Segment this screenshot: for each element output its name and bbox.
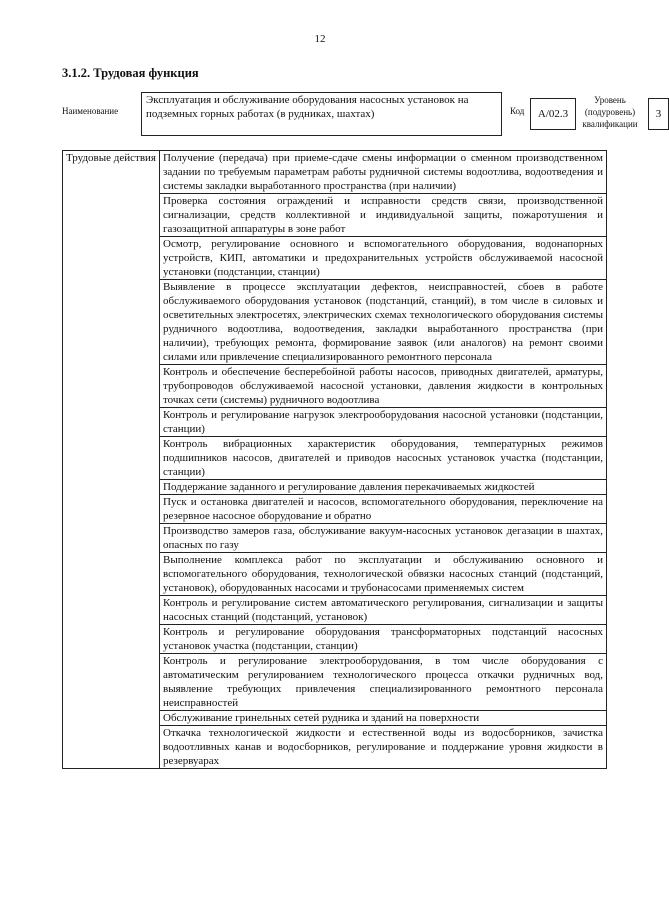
labor-action-item: Контроль и регулирование оборудования трансформаторных подстанций насосных установок участка (подстанции, станции) [160, 625, 607, 654]
labor-action-item: Поддержание заданного и регулирование давления перекачиваемых жидкостей [160, 480, 607, 495]
labor-action-item: Откачка технологической жидкости и естественной воды из водосборников, зачистка водоотливных канав и водосборников, регулирование и поддержание уровня жидкости в резервуарах [160, 726, 607, 769]
labor-actions-table [62, 150, 607, 769]
table-row [63, 151, 607, 194]
section-heading: 3.1.2. Трудовая функция [62, 66, 199, 80]
labor-action-item: Контроль и регулирование нагрузок электрооборудования насосной установки (подстанции, станции) [160, 408, 607, 437]
page-number: 12 [314, 33, 326, 45]
labor-action-item: Контроль и регулирование систем автоматического регулирования, сигнализации и защиты насосных станций (подстанций, установок) [160, 596, 607, 625]
name-value: Эксплуатация и обслуживание оборудования насосных установок на подземных горных работах (в рудниках, шахтах) [141, 92, 502, 136]
labor-action-item: Осмотр, регулирование основного и вспомогательного оборудования, водонапорных устройств, КИП, автоматики и предохранительных устройств обслуживаемой насосной установки (подстанции, станции) [160, 237, 607, 280]
labor-action-item: Обслуживание гринельных сетей рудника и зданий на поверхности [160, 711, 607, 726]
labor-action-item: Производство замеров газа, обслуживание вакуум-насосных установок дегазации в шахтах, опасных по газу [160, 524, 607, 553]
labor-action-item: Выполнение комплекса работ по эксплуатации и обслуживанию основного и вспомогательного оборудования, технологической обвязки насосных станций (подстанций, установок), оборудованных насосами и трубонасосами применяемых систем [160, 553, 607, 596]
labor-action-item: Проверка состояния ограждений и исправности средств связи, производственной сигнализации, средств коллективной и индивидуальной защиты, пожаротушения и газозащитной аппаратуры в зоне работ [160, 194, 607, 237]
function-header [62, 92, 662, 136]
qualification-level-label: Уровень (подуровень) квалификации [582, 95, 638, 129]
labor-action-item: Контроль и обеспечение бесперебойной работы насосов, приводных двигателей, арматуры, трубопроводов обслуживаемой насосной установки, давления жидкости в контрольных точках сети (системы) рудничного водоотлива [160, 365, 607, 408]
name-label: Наименование [62, 106, 119, 116]
labor-action-item: Получение (передача) при приеме-сдаче смены информации о сменном производственном задании по требуемым параметрам работы рудничной системы водоотлива, водоотведения и системы закладки выработанного пространства (при наличии) [160, 151, 607, 194]
code-label: Код [510, 106, 525, 116]
labor-actions-label: Трудовые действия [63, 151, 160, 769]
code-value: А/02.3 [530, 98, 576, 130]
labor-action-item: Выявление в процессе эксплуатации дефектов, неисправностей, сбоев в работе обслуживаемого оборудования установок (подстанций, станций), в том числе в силовых и осветительных электросетях, электрических схемах технологического оборудования системы рудничного водоотлива, водоотведения, закладки выработанного пространства (при наличии), требующих ремонта, формирование заявок (или аналогов) на ремонт своими силами или привлечение специализированного ремонтного персонала [160, 280, 607, 365]
labor-action-item: Контроль вибрационных характеристик оборудования, температурных режимов подшипников насосов, двигателей и приводов насосных установок участка (подстанции, станции) [160, 437, 607, 480]
labor-action-item: Пуск и остановка двигателей и насосов, вспомогательного оборудования, переключение на резервное насосное оборудование и обратно [160, 495, 607, 524]
qualification-level-value: 3 [648, 98, 669, 130]
labor-action-item: Контроль и регулирование электрооборудования, в том числе оборудования с автоматическим регулированием технологического процесса откачки рудничных вод, выявление требующих привлечения специализированного ремонтного персонала неисправностей [160, 654, 607, 711]
